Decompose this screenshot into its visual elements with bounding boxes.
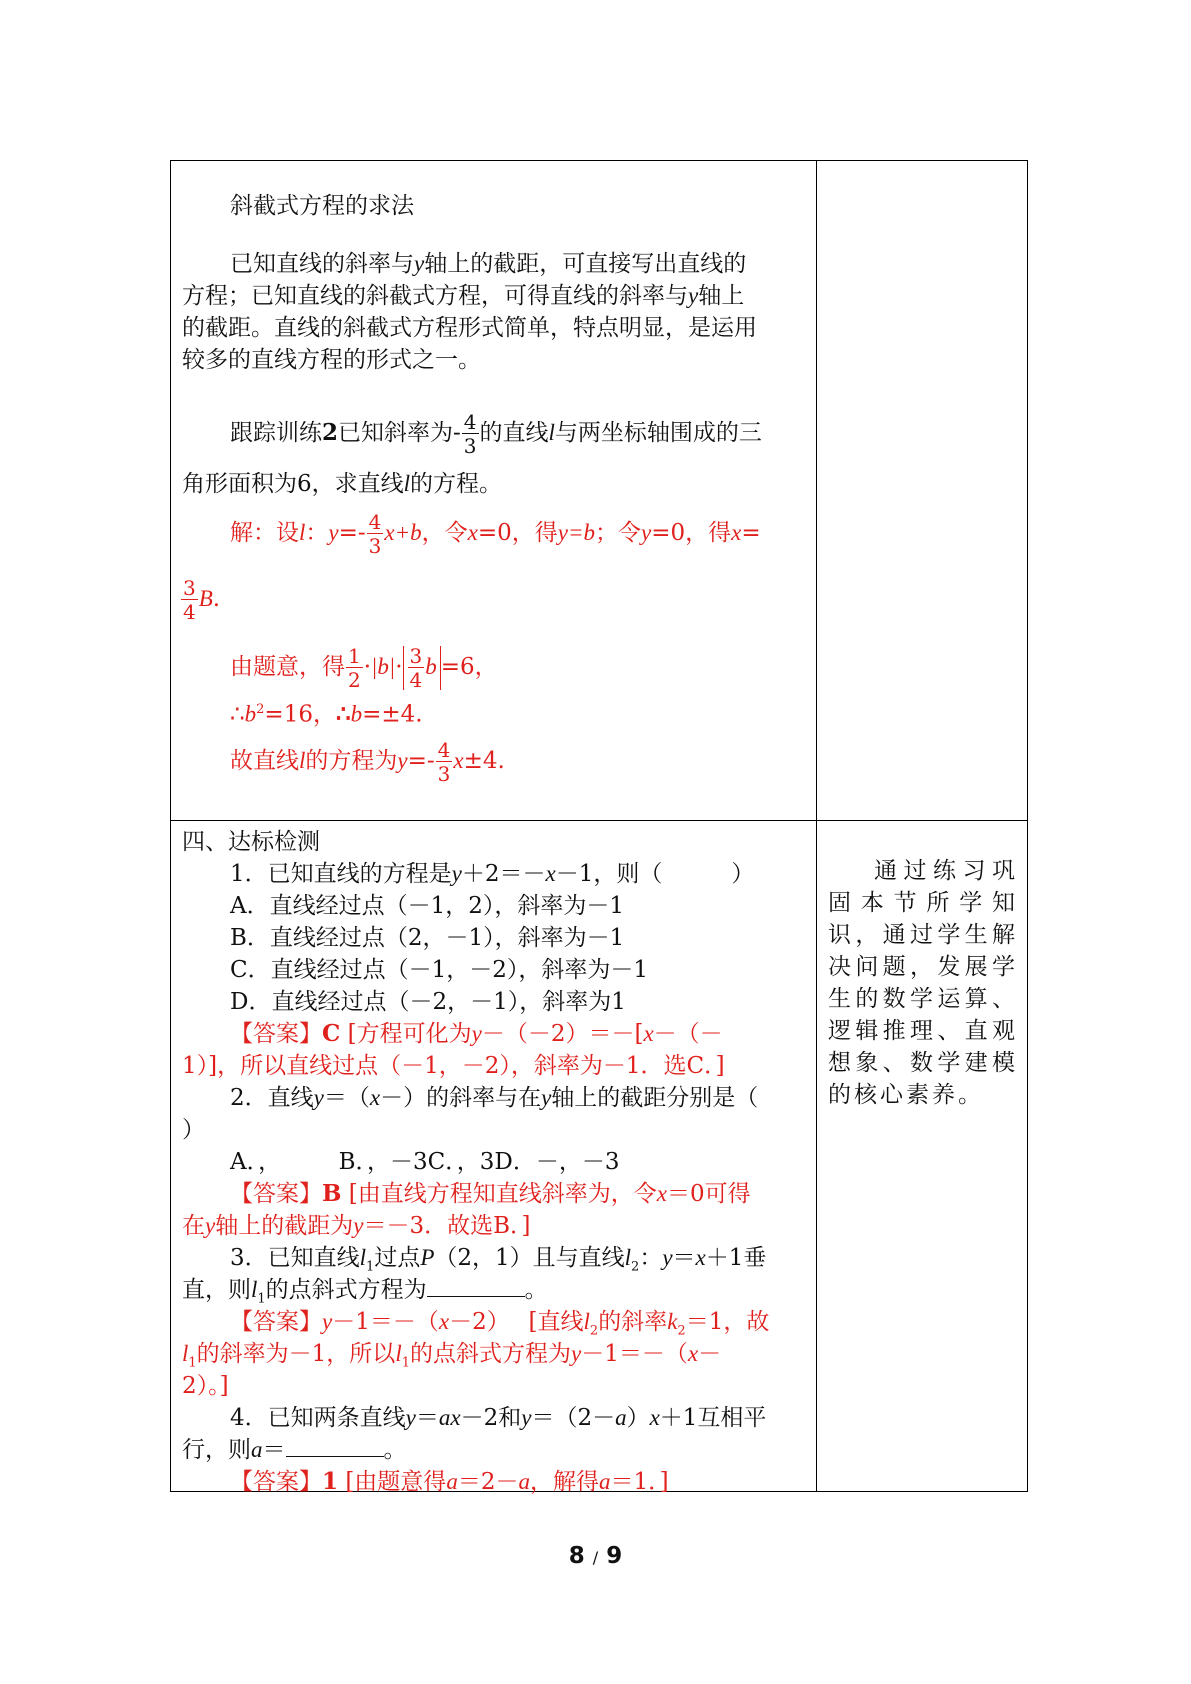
solution-line-3: 由题意，得 $\frac{1}{2}$ ·|b|· $\frac{3}{4}$ b =6， xyxy=(230,644,498,692)
exercise-line-2: 角形面积为6，求直线l的方程。 xyxy=(182,471,503,497)
side-note-line: 识，通过学生解 xyxy=(828,922,1018,948)
table-row-divider xyxy=(170,820,1028,821)
answer-3-line-3: 2）。] xyxy=(182,1373,229,1399)
solution-line-2: $\frac{3}{4}$ B. xyxy=(183,576,221,624)
answer-3-line-2: $l_1$的斜率为－1，所以$l_1$的点斜式方程为y－1＝－（x－ xyxy=(182,1341,722,1371)
q1-option-a: A．直线经过点（－1，2），斜率为－1 xyxy=(230,893,625,919)
method-para-line-2: 方程；已知直线的斜截式方程，可得直线的斜率与y轴上 xyxy=(182,283,745,309)
answer-3-line-1: 【答案】y－1＝－（x－2） [直线$l_2$的斜率$k_2=1$，故 xyxy=(230,1309,770,1339)
q1-option-b: B．直线经过点（2，－1），斜率为－1 xyxy=(230,925,625,951)
exercise-line-1: 跟踪训练2已知斜率为- $\frac{4}{3}$ 的直线l与两坐标轴围成的三 xyxy=(230,410,762,458)
side-note xyxy=(828,855,1018,1111)
solution-line-5: 故直线l的方程为y=- $\frac{4}{3}$ x±4. xyxy=(230,738,505,786)
side-note-line: 想象、数学建模 xyxy=(828,1050,1018,1076)
question-2-line-1: 2．直线y＝（x－）的斜率与在y轴上的截距分别是（ xyxy=(230,1085,759,1111)
q1-option-c: C．直线经过点（－1，－2），斜率为－1 xyxy=(230,957,648,983)
answer-2-line-1: 【答案】B [由直线方程知直线斜率为，令x＝0可得 xyxy=(230,1180,751,1207)
page-number: 8 / 9 xyxy=(568,1543,623,1569)
answer-4: 【答案】1 [由题意得a＝2－a，解得a＝1．] xyxy=(230,1468,669,1495)
table-column-divider xyxy=(816,160,817,1492)
section-title: 四、达标检测 xyxy=(182,829,320,855)
answer-1-line-1: 【答案】C [方程可化为y－（－2）＝－[x－（－ xyxy=(230,1020,723,1047)
q4-answer-blank xyxy=(286,1434,384,1457)
method-para-line-3: 的截距。直线的斜截式方程形式简单，特点明显，是运用 xyxy=(182,315,757,341)
side-note-line: 生的数学运算、 xyxy=(828,986,1018,1012)
question-4-line-1: 4．已知两条直线y＝ax－2和y＝（2－a）x＋1互相平 xyxy=(230,1405,767,1431)
side-note-line: 逻辑推理、直观 xyxy=(828,1018,1018,1044)
q3-answer-blank xyxy=(427,1274,525,1297)
fraction-four-thirds: $\frac{4}{3}$ xyxy=(463,410,477,458)
question-3-line-1: 3．已知直线$l_1$过点P（2，1）且与直线$l_2$：y＝x＋1垂 xyxy=(230,1245,767,1275)
question-3-line-2: 直，则$l_1$的点斜式方程为 。 xyxy=(182,1274,548,1316)
solution-line-1: 解：设l：y=- $\frac{4}{3}$ x+b，令x=0，得y=b；令y=0，得x= xyxy=(230,510,761,558)
method-heading: 斜截式方程的求法 xyxy=(230,193,414,219)
question-1: 1．已知直线的方程是y＋2＝－x－1，则（ ） xyxy=(230,861,755,887)
answer-1-line-2: 1）]，所以直线过点（－1，－2），斜率为－1．选C．] xyxy=(182,1053,725,1079)
method-para-line-1: 已知直线的斜率与y轴上的截距，可直接写出直线的 xyxy=(230,251,747,277)
side-note-line: 固本节所学知 xyxy=(828,890,1018,916)
side-note-line: 决问题，发展学 xyxy=(828,954,1018,980)
q1-option-d: D．直线经过点（－2，－1），斜率为1 xyxy=(230,989,626,1015)
side-note-line: 的核心素养。 xyxy=(828,1082,984,1108)
side-note-line: 通过练习巩 xyxy=(874,858,1018,884)
q2-options: A．， B．，－3C．，3D．－，－3 xyxy=(230,1149,620,1175)
answer-2-line-2: 在y轴上的截距为y＝－3．故选B．] xyxy=(182,1213,531,1239)
question-2-line-2: ） xyxy=(182,1117,205,1143)
solution-line-4: $\therefore b^2=16$，∴b=±4. xyxy=(230,700,423,728)
method-para-line-4: 较多的直线方程的形式之一。 xyxy=(182,347,481,373)
question-4-line-2: 行，则a＝ 。 xyxy=(182,1434,407,1466)
